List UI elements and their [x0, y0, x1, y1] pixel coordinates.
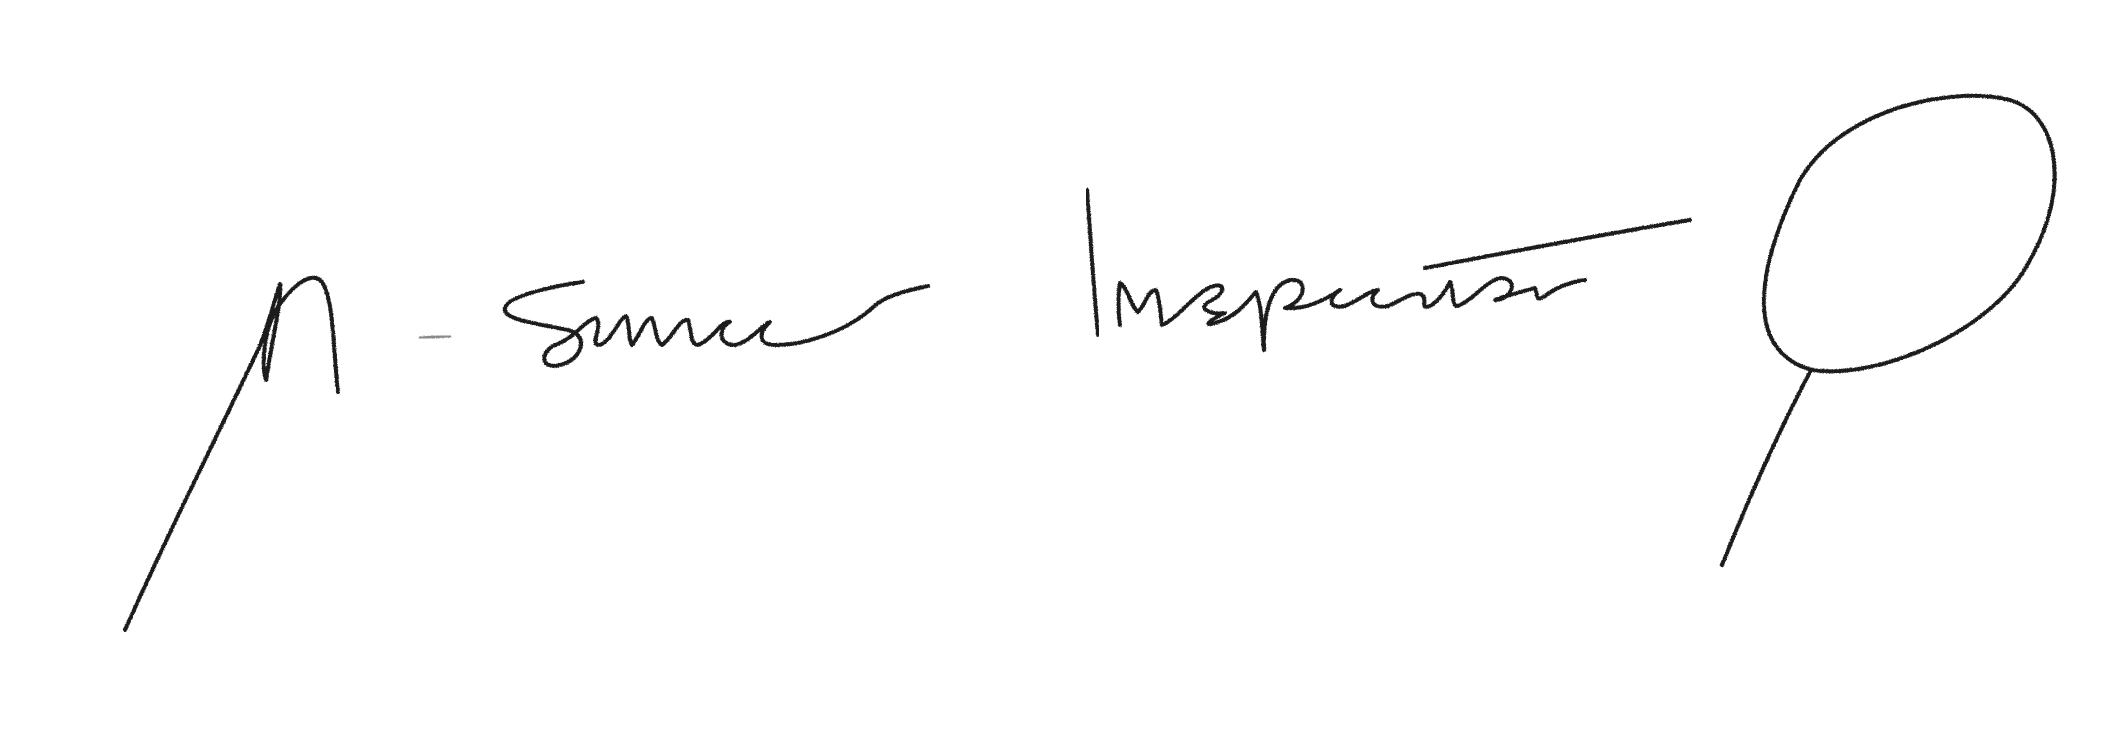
signature-stroke-dash	[420, 336, 450, 338]
signature-stroke-tail	[1722, 372, 1810, 565]
signature-stroke-service	[505, 282, 928, 366]
signature-stroke-i	[1087, 190, 1098, 335]
signature-stroke-m	[125, 278, 338, 630]
signature-stroke-nspector	[1119, 278, 1586, 350]
signature-stroke-loop	[1764, 96, 2055, 371]
signature-stroke-t-bar	[1425, 220, 1690, 268]
